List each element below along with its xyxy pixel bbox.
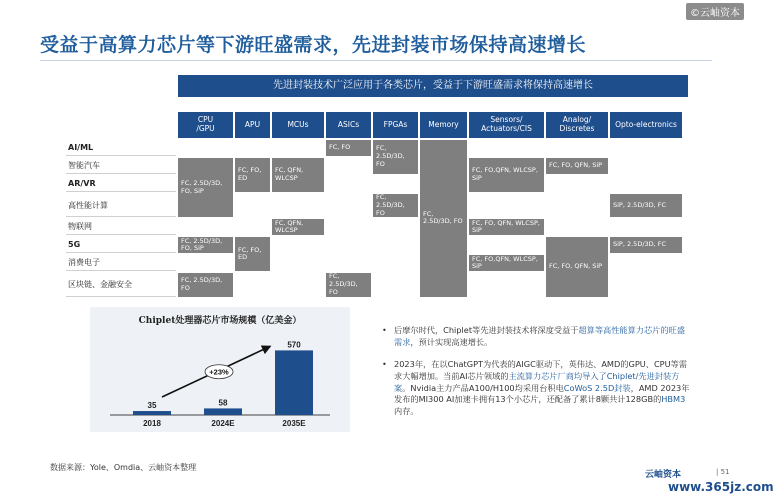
chiplet-market-chart — [90, 307, 350, 432]
row-smart-car: 智能汽车 — [66, 158, 176, 174]
banner: 先进封装技术广泛应用于各类芯片，受益于下游旺盛需求将保持高速增长 — [178, 75, 688, 97]
bullet-list — [382, 325, 692, 428]
cell-mcu-car: FC, QFN, WLCSP — [272, 158, 324, 192]
bar-value-label: 35 — [147, 401, 157, 411]
matrix-corner — [66, 112, 176, 138]
bullet-text — [394, 359, 689, 417]
row-ai-ml: AI/ML — [66, 140, 176, 156]
application-matrix — [64, 110, 684, 299]
col-memory: Memory — [420, 112, 467, 138]
source-note: 数据来源：Yole、Omdia、云岫资本整理 — [50, 463, 197, 472]
cell-asic-aiml: FC, FO — [326, 140, 371, 156]
highlight-text: 主流算力芯片厂商均导入了Chiplet/先进封装方案 — [394, 370, 680, 393]
watermark-top: ©云岫资本 — [686, 3, 744, 20]
row-consumer: 消费电子 — [66, 255, 176, 271]
plain-text: 内存。 — [394, 406, 419, 417]
col-apu: APU — [235, 112, 270, 138]
cell-opto-5g: SiP, 2.5D/3D, FC — [610, 237, 682, 253]
category-label: 2024E — [211, 419, 235, 428]
company-logo: 云岫资本 — [645, 470, 682, 480]
plain-text: ，预计实现高速增长。 — [410, 336, 493, 347]
plain-text: 后摩尔时代，Chiplet等先进封装技术将深度受益于 — [394, 325, 579, 335]
col-analog: Analog/ Discretes — [546, 112, 608, 138]
row-iot: 物联网 — [66, 219, 176, 235]
plain-text: ，AMD 2023年发布的MI300 AI加速卡拥有13个小芯片，还配备了累计8颗共计128GB的 — [394, 382, 690, 405]
cell-fpga-hpc: FC, 2.5D/3D, FO — [373, 194, 418, 217]
col-cpu-gpu: CPU /GPU — [178, 112, 233, 138]
bar-value-label: 570 — [287, 340, 301, 350]
title-divider — [40, 60, 712, 61]
cell-mcu-iot: FC, QFN, WLCSP — [272, 219, 324, 235]
cell-cpu-car: FC, 2.5D/3D, FO, SiP — [178, 158, 233, 217]
row-5g: 5G — [66, 237, 176, 253]
col-sensors: Sensors/ Actuators/CIS — [469, 112, 544, 138]
row-hpc: 高性能计算 — [66, 194, 176, 217]
bullet-item — [382, 325, 692, 349]
row-ar-vr: AR/VR — [66, 176, 176, 192]
highlight-text: HBM3 — [661, 394, 686, 405]
chart-bar — [204, 408, 242, 415]
bullet-dot-icon: • — [382, 358, 387, 369]
plain-text: 2023年，在以ChatGPT为代表的AIGC驱动下，英伟达、AMD的GPU、CPU等需求大幅增加。当前AI芯片领域的 — [394, 358, 687, 381]
cell-sensors-consumer: FC, FO,QFN, WLCSP, SiP — [469, 255, 544, 271]
cell-analog-5g: FC, FO, QFN, SiP — [546, 237, 608, 296]
chart-svg — [90, 307, 350, 432]
col-opto: Opto-electronics — [610, 112, 682, 138]
category-label: 2035E — [282, 419, 306, 428]
cell-opto-hpc: SiP, 2.5D/3D, FC — [610, 194, 682, 217]
cell-sensors-car: FC, FO,QFN, WLCSP, SiP — [469, 158, 544, 192]
cell-cpu-5g: FC, 2.5D/3D, FO, SiP — [178, 237, 233, 253]
col-fpgas: FPGAs — [373, 112, 418, 138]
cell-fpga-aiml: FC, 2.5D/3D, FO — [373, 140, 418, 174]
page-title: 受益于高算力芯片等下游旺盛需求，先进封装市场保持高速增长 — [40, 34, 587, 56]
cell-apu-car: FC, FO, ED — [235, 158, 270, 192]
growth-annotation: +23% — [209, 367, 229, 377]
chart-title: Chiplet处理器芯片市场规模（亿美金） — [138, 316, 302, 326]
cell-asic-blockchain: FC, 2.5D/3D, FO — [326, 273, 371, 296]
chart-bar — [133, 411, 171, 415]
highlight-text: 超算等高性能算力芯片的旺盛需求 — [394, 325, 685, 347]
watermark-bottom: www.365jz.com — [668, 480, 774, 494]
row-blockchain: 区块链、金融安全 — [66, 273, 176, 296]
category-label: 2018 — [143, 419, 161, 428]
page-number: | 51 — [716, 468, 730, 476]
chart-bar — [275, 350, 313, 415]
cell-analog-car: FC, FO, QFN, SiP — [546, 158, 608, 174]
bullet-item — [382, 359, 692, 418]
cell-sensors-iot: FC, FO, QFN, WLCSP, SiP — [469, 219, 544, 235]
cell-cpu-blockchain: FC, 2.5D/3D, FO — [178, 273, 233, 296]
bar-value-label: 58 — [218, 398, 228, 408]
plain-text: 。Nvidia主力产品A100/H100均采用台积电 — [402, 382, 564, 393]
bullet-dot-icon: • — [382, 325, 387, 335]
col-asics: ASICs — [326, 112, 371, 138]
col-mcus: MCUs — [272, 112, 324, 138]
highlight-text: CoWoS 2.5D封装 — [563, 382, 631, 393]
cell-memory: FC, 2.5D/3D, FO — [420, 140, 467, 297]
bullet-text — [394, 325, 685, 347]
cell-apu-5g: FC, FO, ED — [235, 237, 270, 271]
